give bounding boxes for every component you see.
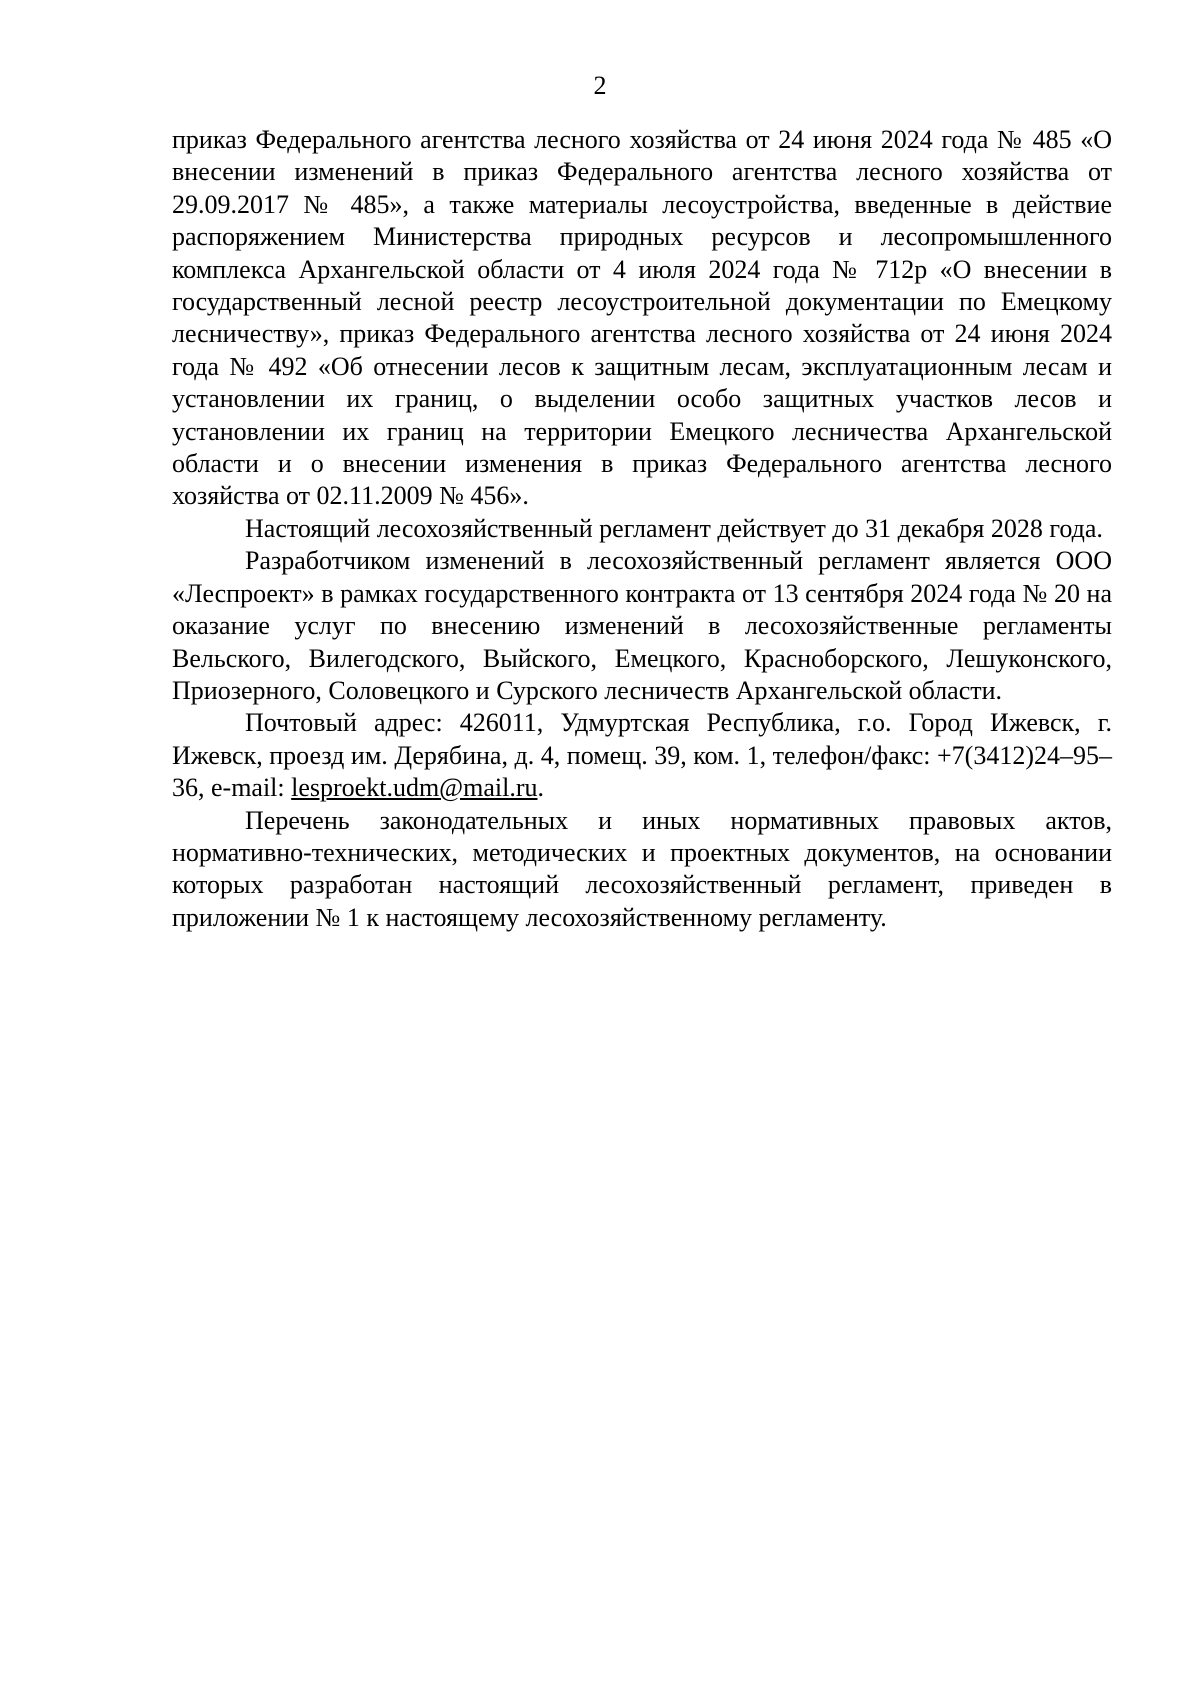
page-number: 2 bbox=[593, 71, 607, 100]
paragraph-developer: Разработчиком изменений в лесохозяйственный регламент является ООО «Леспроект» в рамках государственного контракта от 13 сентября 2024 года № 20 на оказание услуг по внесению изменений в лесохозяйственные регламенты Вельского, Вилегодского, Выйского, Емецкого, Красноборского, Лешуконского, Приозерного, Соловецкого и Сурского лесничеств Архангельской области. bbox=[172, 546, 1112, 705]
document-body bbox=[172, 124, 1112, 934]
paragraph-validity-period: Настоящий лесохозяйственный регламент действует до 31 декабря 2028 года. bbox=[245, 513, 1103, 543]
paragraph-legal-references: приказ Федерального агентства лесного хозяйства от 24 июня 2024 года № 485 «О внесении изменений в приказ Федерального агентства лесного хозяйства от 29.09.2017 № 485», а также материалы лесоустройства, введенные в действие распоряжением Министерства природных ресурсов и лесопромышленного комплекса Архангельской области от 4 июля 2024 года № 712р «О внесении в государственный лесной реестр лесоустроительной документации по Емецкому лесничеству», приказ Федерального агентства лесного хозяйства от 24 июня 2024 года № 492 «Об отнесении лесов к защитным лесам, эксплуатационным лесам и установлении их границ, о выделении особо защитных участков лесов и установлении их границ на территории Емецкого лесничества Архангельской области и о внесении изменения в приказ Федерального агентства лесного хозяйства от 02.11.2009 № 456». bbox=[172, 125, 1112, 511]
postal-address-text: Почтовый адрес: 426011, Удмуртская Республика, г.о. Город Ижевск, г. Ижевск, проезд им. Дерябина, д. 4, помещ. 39, ком. 1, телефон/факс: +7(3412)24–95–36, e-mail: bbox=[172, 708, 1112, 803]
postal-address-end: . bbox=[537, 773, 544, 803]
paragraph-appendix-reference: Перечень законодательных и иных нормативных правовых актов, нормативно-технических, методических и проектных документов, на основании которых разработан настоящий лесохозяйственный регламент, приведен в приложении № 1 к настоящему лесохозяйственному регламенту. bbox=[172, 805, 1112, 932]
paragraph-postal-address bbox=[172, 707, 1112, 804]
email-link[interactable]: lesproekt.udm@mail.ru bbox=[291, 773, 538, 803]
